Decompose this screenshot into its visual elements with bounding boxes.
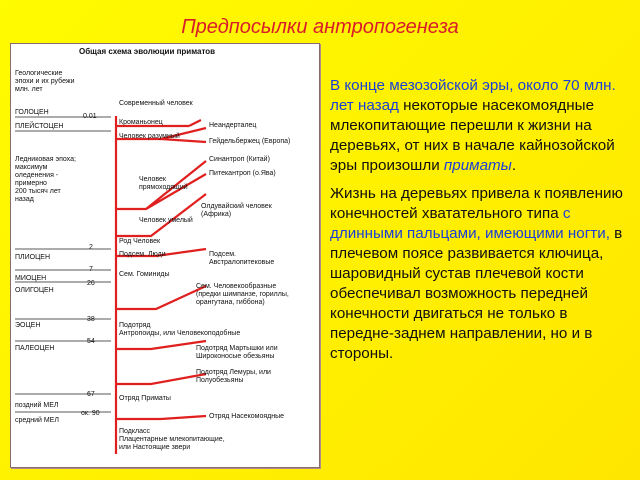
branch-insectivores	[116, 416, 206, 419]
taxon-anthropoids-2: Антропоиды, или Человекоподобные	[119, 330, 241, 337]
taxon-insectivores: Отряд Насекомоядные	[209, 413, 285, 420]
age-67: 67	[87, 391, 95, 398]
p1-highlight: В конце мезозойской эры, около 70 млн. лет назад	[330, 77, 616, 114]
taxon-neanderthal: Неандерталец	[209, 122, 257, 129]
diagram-svg	[11, 44, 319, 467]
taxon-hominids: Сем. Гоминиды	[119, 271, 170, 278]
taxon-habilis: Человек умелый	[139, 217, 193, 224]
paragraph-2	[330, 184, 626, 364]
taxon-cromagnon: Кроманьонец	[119, 119, 163, 126]
age-0-01: 0.01	[83, 113, 97, 120]
taxon-hominins: Подсем. Люди	[119, 251, 166, 258]
age-2: 2	[89, 244, 93, 251]
age-26: 26	[87, 280, 95, 287]
taxon-subclass-1: Подкласс	[119, 428, 150, 435]
taxon-australopith-2: Австралопитековые	[209, 259, 275, 266]
branch-new-world	[116, 341, 206, 349]
geo-label-1: Геологические	[15, 70, 63, 77]
taxon-genus-homo: Род Человек	[119, 238, 161, 245]
geo-label-3: млн. лет	[15, 86, 43, 93]
taxon-lemurs-2: Полуобезьяны	[196, 377, 244, 384]
p1-primates: приматы	[443, 157, 512, 174]
ice-age-note-2: максимум	[15, 164, 48, 171]
slide-title: Предпосылки антропогенеза	[181, 16, 459, 38]
p1-body: некоторые насекомоядные млекопитающие перешли к жизни на деревьях, от них в начале кайнозойской эры произошли	[330, 97, 615, 174]
age-54: 54	[87, 338, 95, 345]
late-cretaceous: поздний МЕЛ	[15, 402, 59, 409]
middle-cretaceous: средний МЕЛ	[15, 417, 59, 424]
ice-age-note-3: оледенения -	[15, 172, 59, 179]
epoch-miocene: МИОЦЕН	[15, 275, 47, 282]
paragraph-1	[330, 76, 626, 176]
ice-age-note-6: назад	[15, 196, 34, 203]
taxon-modern-human: Современный человек	[119, 100, 193, 107]
taxon-subclass-3: или Настоящие звери	[119, 444, 191, 451]
taxon-new-world-1: Подотряд Мартышки или	[196, 345, 278, 352]
taxon-oldowan-1: Олдувайский человек	[201, 203, 272, 210]
taxon-pithecanthropus: Питекантроп (о.Ява)	[209, 170, 276, 177]
taxon-oldowan-2: (Африка)	[201, 211, 232, 218]
geo-label-2: эпохи и их рубежи	[15, 78, 75, 85]
branch-lemurs	[116, 374, 206, 384]
ice-age-note-1: Ледниковая эпоха;	[15, 156, 76, 163]
taxon-lemurs-1: Подотряд Лемуры, или	[196, 369, 271, 376]
diagram-heading: Общая схема эволюции приматов	[79, 47, 216, 56]
epoch-paleocene: ПАЛЕОЦЕН	[15, 345, 55, 352]
taxon-apes-3: орангутана, гиббона)	[196, 299, 265, 306]
taxon-sinanthropus: Синантроп (Китай)	[209, 156, 270, 163]
p2-body-1: Жизнь на деревьях привела к появлению конечностей хватательного типа	[330, 185, 623, 222]
taxon-primates: Отряд Приматы	[119, 395, 171, 402]
ice-age-note-5: 200 тысяч лет	[15, 188, 61, 195]
age-90: ок. 90	[81, 410, 100, 417]
taxon-apes-2: (предки шимпанзе, гориллы,	[196, 291, 289, 298]
age-38: 38	[87, 316, 95, 323]
ice-age-note-4: примерно	[15, 180, 47, 187]
epoch-oligocene: ОЛИГОЦЕН	[15, 287, 54, 294]
taxon-anthropoids-1: Подотряд	[119, 322, 151, 329]
taxon-heidelberg: Гейдельбержец (Европа)	[209, 138, 291, 145]
taxon-erectus-1: Человек	[139, 176, 166, 183]
taxon-subclass-2: Плацентарные млекопитающие,	[119, 436, 225, 443]
epoch-pliocene: ПЛИОЦЕН	[15, 254, 51, 261]
text-panel	[330, 76, 626, 372]
taxon-homo-sapiens: Человек разумный	[119, 133, 180, 140]
p1-end: .	[511, 157, 517, 174]
taxon-australopith-1: Подсем.	[209, 251, 237, 258]
age-7: 7	[89, 266, 93, 273]
taxon-new-world-2: Широконосые обезьяны	[196, 353, 275, 360]
epoch-eocene: ЭОЦЕН	[15, 322, 41, 329]
epoch-holocene: ГОЛОЦЕН	[15, 109, 49, 116]
p2-highlight: с длинными пальцами, имеющими ногти,	[330, 205, 610, 242]
epoch-pleistocene: ПЛЕЙСТОЦЕН	[15, 123, 64, 130]
taxon-erectus-2: прямоходящий	[139, 184, 188, 191]
primate-evolution-diagram	[10, 43, 320, 468]
p2-body-2: в плечевом поясе развивается ключица, шаровидный сустав плечевой кости обеспечивал возможность передней конечности двигаться не только в передне-заднем направлении, но и в стороны.	[330, 225, 623, 362]
taxon-apes-1: Сем. Человекообразные	[196, 283, 277, 290]
branch-apes	[116, 286, 206, 309]
